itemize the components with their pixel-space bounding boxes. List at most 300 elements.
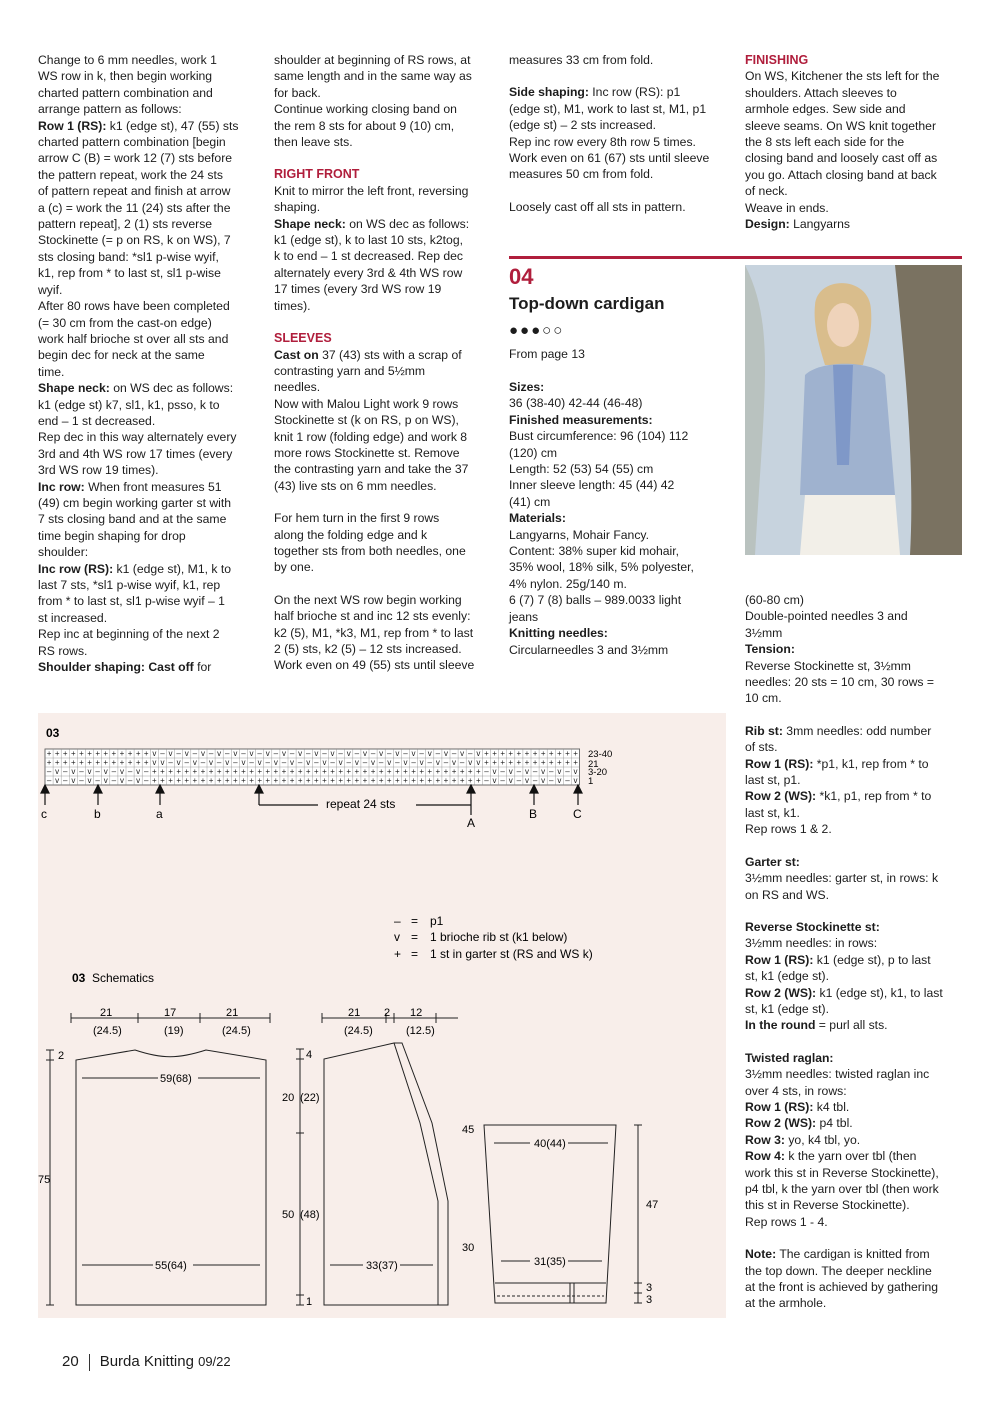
text-line [509, 412, 731, 428]
bold-label: Inc row (RS): [38, 561, 114, 576]
line-text: 37 (43) sts with a scrap of [318, 347, 462, 362]
line-text: Langyarns [789, 217, 851, 232]
chart-cell: + [330, 776, 335, 785]
chart-cell: + [305, 776, 311, 785]
text-column-4 [745, 52, 967, 232]
chart-cell: + [265, 776, 271, 785]
bold-label: Rib st: [745, 723, 783, 738]
chart-cell: + [184, 767, 190, 776]
chart-cell: v [322, 758, 327, 767]
chart-cell: + [216, 776, 222, 785]
text-line [38, 85, 260, 101]
line-text: Rep inc at beginning of the next 2 [38, 627, 220, 642]
text-line: RIGHT FRONT [274, 167, 360, 182]
sleeve-bottom: 31(35) [534, 1256, 566, 1268]
chart-cell: + [443, 776, 449, 785]
line-text: the 8 sts left each side for the [745, 135, 905, 150]
chart-cell: + [573, 749, 578, 758]
chart-cell: – [127, 767, 133, 776]
chart-cell: + [160, 776, 165, 785]
chart-cell: – [160, 749, 165, 758]
chart-cell: + [540, 758, 546, 767]
chart-cell: + [224, 776, 230, 785]
line-text: by one. [274, 560, 314, 575]
line-text: times). [274, 298, 311, 313]
chart-cell: + [111, 758, 117, 767]
chart-cell: v [508, 767, 513, 776]
front-width-alt: (24.5) [344, 1025, 373, 1037]
text-line [509, 576, 731, 592]
chart-cell: + [127, 758, 133, 767]
chart-cell: v [87, 776, 92, 785]
chart-cell: – [395, 758, 400, 767]
chart-cell: + [427, 776, 433, 785]
sleeve-lower: 30 [462, 1242, 475, 1254]
chart-cell: v [176, 758, 181, 767]
line-text: Rep inc row every 8th row 5 times. [509, 134, 696, 149]
chart-cell: + [451, 767, 457, 776]
chart-cell: + [103, 749, 109, 758]
line-text: (60-80 cm) [745, 593, 804, 607]
chart-cell: + [176, 776, 181, 785]
line-text: the rem 8 sts for about 9 (10) cm, [274, 118, 455, 133]
chart-cell: – [338, 749, 343, 758]
chart-cell: + [87, 758, 92, 767]
line-text: of sts. [745, 740, 778, 755]
chart-cell: + [168, 767, 173, 776]
chart-cell: v [87, 767, 92, 776]
text-line [38, 643, 260, 659]
chart-cell: + [62, 749, 68, 758]
chart-cell: + [249, 767, 254, 776]
line-text: k the yarn over tbl (then [784, 1149, 917, 1164]
text-line [745, 1197, 967, 1213]
chart-cell: v [168, 749, 173, 758]
text-line [745, 641, 967, 657]
text-line [274, 183, 496, 199]
chart-cell: – [289, 749, 295, 758]
chart-cell: v [55, 776, 60, 785]
chart-cell: + [435, 767, 441, 776]
chart-cell: – [532, 767, 538, 776]
text-line [38, 315, 260, 331]
text-line [274, 85, 496, 101]
chart-cell: – [192, 749, 198, 758]
line-text: same length and in the same way as [274, 69, 472, 84]
text-column-2 [274, 52, 496, 674]
text-line [745, 658, 967, 674]
chart-cell: – [435, 749, 441, 758]
text-line [745, 690, 967, 706]
page-number: 20 [62, 1353, 79, 1370]
line-text: *p1, k1, rep from * to [813, 756, 929, 771]
bold-label: Row 1 (RS): [745, 756, 814, 771]
text-line [745, 1214, 967, 1230]
text-line [745, 1165, 967, 1181]
chart-cell: v [265, 749, 270, 758]
back-shoulder-drop: 2 [58, 1050, 65, 1062]
text-line [509, 117, 731, 133]
chart-cell: + [273, 776, 279, 785]
line-text: When front measures 51 [84, 479, 222, 494]
text-line [745, 608, 967, 624]
text-line [274, 347, 496, 363]
line-text: Stockinette (= p on RS, k on WS), 7 [38, 233, 231, 248]
text-line [38, 101, 260, 117]
text-line [38, 347, 260, 363]
text-line [745, 216, 967, 232]
sleeve-side: 47 [646, 1199, 659, 1211]
line-text: (edge st) – 2 sts increased. [509, 118, 656, 133]
chart-cell: v [541, 776, 546, 785]
text-line [274, 625, 496, 641]
chart-cell: + [354, 767, 360, 776]
line-text: at the armhole. [745, 1296, 827, 1311]
chart-cell: v [136, 767, 141, 776]
knitting-chart-grid [45, 749, 580, 785]
chart-cell: – [387, 749, 392, 758]
line-text: measures 33 cm from fold. [509, 53, 654, 67]
text-line [274, 429, 496, 445]
chart-cell: v [200, 749, 205, 758]
text-line [38, 249, 260, 265]
text-column-4b [745, 592, 967, 1312]
text-line [38, 52, 260, 68]
line-text: Now with Malou Light work 9 rows [274, 396, 459, 411]
text-line [509, 134, 731, 150]
chart-cell: – [273, 749, 279, 758]
text-line [38, 134, 260, 150]
arrow-label-a: a [156, 807, 163, 821]
chart-cell: v [508, 776, 513, 785]
text-line [38, 544, 260, 560]
text-line [745, 1148, 967, 1164]
chart-cell: + [524, 749, 530, 758]
chart-cell: v [136, 776, 141, 785]
bold-label: Reverse Stockinette st: [745, 919, 880, 934]
chart-cell: – [516, 767, 522, 776]
chart-label: 03 [46, 726, 60, 740]
chart-cell: v [119, 776, 124, 785]
text-line [274, 657, 496, 673]
text-line [274, 510, 496, 526]
chart-cell: v [362, 749, 367, 758]
chart-cell: – [370, 749, 376, 758]
chart-cell: + [395, 776, 400, 785]
page-footer [62, 1353, 231, 1371]
text-line [509, 609, 731, 625]
chart-cell: – [225, 749, 230, 758]
line-text: time. [38, 364, 65, 379]
chart-cell: + [54, 758, 60, 767]
chart-cell: + [484, 758, 489, 767]
chart-cell: + [524, 758, 530, 767]
line-text: arrange pattern as follows: [38, 102, 182, 117]
chart-cell: v [241, 758, 246, 767]
text-line [274, 118, 496, 134]
line-text: st, k1 (edge st). [745, 1001, 829, 1016]
chart-cell: + [467, 776, 473, 785]
line-text: last st, p1. [745, 773, 801, 788]
model-photo [745, 265, 962, 555]
back-width-left-alt: (24.5) [93, 1025, 122, 1037]
chart-cell: + [257, 776, 262, 785]
front-neck-depth: 20 [282, 1092, 295, 1104]
line-text: on WS dec as follows: [109, 381, 234, 396]
chart-cell: v [435, 758, 440, 767]
bold-label: Note: [745, 1247, 777, 1262]
chart-cell: + [378, 776, 384, 785]
line-text: (= 30 cm from the cast-on edge) [38, 315, 212, 330]
chart-and-schematics [38, 713, 726, 1318]
chart-cell: + [87, 749, 92, 758]
line-text: WS row in k, then begin working [38, 69, 213, 84]
text-line [509, 84, 731, 100]
chart-cell: + [241, 767, 246, 776]
text-line [274, 461, 496, 477]
line-text: 3½mm needles: in rows: [745, 936, 878, 951]
chart-cell: + [289, 767, 295, 776]
bold-label: Row 2 (WS): [745, 985, 817, 1000]
line-text: for back. [274, 85, 321, 100]
front-neck: 12 [410, 1007, 423, 1019]
chart-cell: + [540, 749, 546, 758]
back-neck-width: 17 [164, 1007, 177, 1019]
text-line [38, 479, 260, 495]
chart-cell: – [411, 758, 416, 767]
text-column-3 [509, 52, 731, 215]
chart-cell: v [492, 776, 497, 785]
difficulty-rating: ●●●○○ [509, 322, 565, 339]
text-line [745, 788, 967, 804]
row-label-3: 3-20 [588, 767, 608, 778]
chart-cell: v [573, 767, 578, 776]
line-text: After 80 rows have been completed [38, 299, 230, 314]
line-text: along the folding edge and k [274, 527, 428, 542]
bold-label: Cast on [274, 347, 319, 362]
chart-cell: – [257, 749, 262, 758]
chart-cell: v [298, 749, 303, 758]
chart-cell: – [111, 776, 117, 785]
text-line [509, 379, 731, 395]
chart-cell: + [516, 758, 522, 767]
text-line [745, 1246, 967, 1262]
bold-label: Row 3: [745, 1132, 785, 1147]
bold-label: Row 2 (WS): [745, 789, 817, 804]
chart-cell: – [516, 776, 522, 785]
chart-cell: + [62, 758, 68, 767]
chart-cell: + [289, 776, 295, 785]
chart-cell: + [95, 758, 100, 767]
text-column-3b [509, 379, 731, 658]
text-line [274, 101, 496, 117]
chart-cell: v [427, 749, 432, 758]
bold-label: Tension: [745, 642, 795, 657]
chart-cell: + [338, 776, 343, 785]
chart-cell: + [492, 749, 497, 758]
schematic-measurements [38, 1007, 658, 1308]
chart-cell: v [411, 749, 416, 758]
chart-cell: + [386, 776, 392, 785]
text-line [509, 592, 731, 608]
chart-cell: v [476, 749, 481, 758]
line-text: Weave in ends. [745, 200, 829, 215]
text-line [509, 494, 731, 510]
chart-cell: + [71, 749, 76, 758]
chart-cell: v [192, 758, 197, 767]
chart-cell: v [371, 758, 376, 767]
chart-cell: v [330, 749, 335, 758]
line-text: k1 (edge st), M1, k to [113, 561, 232, 576]
text-line [745, 723, 967, 739]
text-line [745, 985, 967, 1001]
legend-desc-garter: 1 st in garter st (RS and WS k) [430, 947, 593, 961]
chart-cell: + [459, 776, 465, 785]
text-line [38, 380, 260, 396]
chart-cell: + [103, 758, 109, 767]
text-line [509, 199, 731, 215]
chart-cell: – [443, 758, 449, 767]
chart-cell: – [403, 749, 408, 758]
bold-label: Row 1 (RS): [745, 952, 814, 967]
arrow-label-B: B [529, 807, 538, 821]
chart-cell: + [224, 767, 230, 776]
line-text: (41) cm [509, 494, 551, 509]
text-line [509, 150, 731, 166]
text-line [274, 134, 496, 150]
from-page: From page 13 [509, 347, 585, 361]
chart-cell: v [387, 758, 392, 767]
text-line [38, 216, 260, 232]
text-line [509, 559, 731, 575]
text-line [509, 395, 731, 411]
line-text: at the front is achieved by gathering [745, 1280, 939, 1295]
legend-eq: = [411, 930, 419, 944]
chart-cell: – [549, 776, 554, 785]
chart-cell: v [55, 767, 60, 776]
line-text: Knit to mirror the left front, reversing [274, 183, 469, 198]
chart-cell: + [508, 749, 514, 758]
line-text: on RS and WS. [745, 887, 829, 902]
chart-cell: + [281, 776, 287, 785]
back-width-left: 21 [100, 1007, 113, 1019]
chart-cell: + [46, 749, 52, 758]
text-line [38, 495, 260, 511]
chart-cell: + [233, 776, 238, 785]
chart-cell: + [459, 767, 465, 776]
line-text: k4 tbl. [813, 1099, 850, 1114]
bold-label: Row 1 (RS): [38, 118, 107, 133]
bold-label: Garter st: [745, 854, 800, 869]
chart-cell: + [403, 776, 408, 785]
line-text: of neck. [745, 184, 788, 199]
chart-cell: v [184, 749, 189, 758]
line-text: k to end – 1 st decreased. Rep dec [274, 249, 464, 264]
legend-desc-brioche: 1 brioche rib st (k1 below) [430, 930, 568, 944]
chart-cell: – [306, 749, 311, 758]
text-line [38, 68, 260, 84]
chart-cell: – [549, 767, 554, 776]
chart-cell: v [249, 749, 254, 758]
chart-cell: v [273, 758, 278, 767]
text-line [745, 756, 967, 772]
chart-cell: + [241, 776, 246, 785]
line-text: this st in Reverse Stockinette). [745, 1198, 910, 1213]
chart-cell: + [370, 776, 376, 785]
line-text: yo, k4 tbl, yo. [784, 1132, 861, 1147]
line-text: 3½mm needles: garter st, in rows: k [745, 871, 939, 886]
line-text: arrow C (B) = work 12 (7) sts before [38, 151, 233, 166]
line-text: k1 (edge st), 47 (55) sts [106, 118, 239, 133]
chart-cell: v [468, 758, 473, 767]
chart-cell: + [484, 749, 489, 758]
text-line [745, 1017, 967, 1033]
line-text: from * to last st, sl1 p-wise wyif – 1 [38, 594, 225, 609]
line-text: k2 (5), M1, *k3, M1, rep from * to last [274, 625, 474, 640]
text-line [274, 232, 496, 248]
chart-cell: v [71, 767, 76, 776]
chart-cell: – [346, 758, 351, 767]
chart-cell: – [249, 758, 254, 767]
text-line [745, 68, 967, 84]
text-line [745, 1181, 967, 1197]
chart-cell: v [354, 758, 359, 767]
schematic-title: Schematics [92, 971, 155, 985]
chart-cell: – [144, 776, 149, 785]
chart-cell: – [468, 749, 473, 758]
chart-cell: – [241, 749, 246, 758]
line-text: on WS dec as follows: [345, 216, 470, 231]
chart-cell: + [54, 749, 60, 758]
chart-cell: + [370, 767, 376, 776]
text-line [274, 281, 496, 297]
text-line [509, 52, 731, 68]
chart-cell: – [63, 776, 68, 785]
line-text: knit 1 row (folding edge) and work 8 [274, 429, 468, 444]
chart-cell: v [217, 749, 222, 758]
text-line [38, 462, 260, 478]
pattern-title: Top-down cardigan [509, 294, 665, 313]
line-text: k1, rep from * to last st, sl1 p-wise [38, 266, 221, 281]
text-line [745, 183, 967, 199]
chart-cell: v [524, 776, 529, 785]
chart-cell: + [208, 767, 214, 776]
legend-symbol-brioche: v [394, 930, 400, 944]
line-text: time begin shaping for drop [38, 528, 186, 543]
chart-cell: v [476, 758, 481, 767]
line-text: *k1, p1, rep from * to [816, 789, 932, 804]
chart-cell: v [103, 767, 108, 776]
chart-cell: v [346, 749, 351, 758]
chart-cell: + [411, 776, 416, 785]
chart-cell: + [135, 749, 141, 758]
chart-cell: + [200, 776, 206, 785]
chart-cell: – [111, 767, 117, 776]
text-line [745, 118, 967, 134]
chart-cell: – [95, 776, 100, 785]
chart-cell: + [500, 758, 505, 767]
section-rule [509, 256, 962, 259]
chart-cell: + [322, 767, 327, 776]
line-text: wyif. [38, 282, 63, 297]
text-line [274, 608, 496, 624]
legend-eq: = [411, 914, 419, 928]
line-text: closing band and loosely cast off as [745, 151, 938, 166]
text-line [274, 298, 496, 314]
chart-cell: + [273, 767, 279, 776]
bold-label: Side shaping: [509, 85, 589, 100]
text-line [745, 952, 967, 968]
